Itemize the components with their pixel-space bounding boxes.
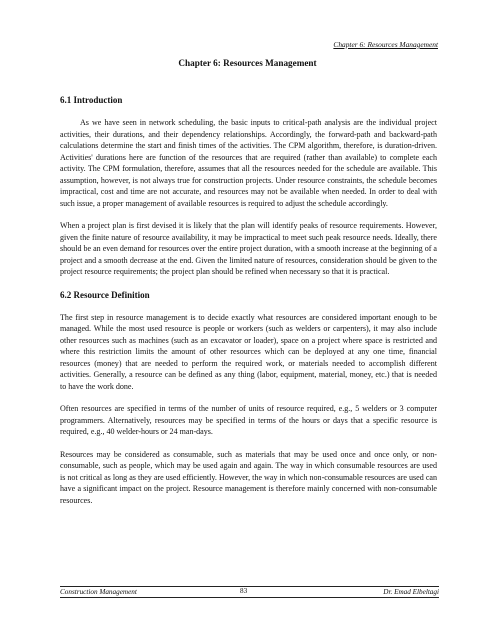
paragraph: Often resources are specified in terms of the number of units of resource required, e.g., 5 welders or 3 computer programmers. Alternatively, resources may be specified in terms of the hours or days that a specific resource is required, e.g., 40 welder-hours or 24 man-days.	[60, 404, 437, 436]
chapter-title: Chapter 6: Resources Management	[178, 58, 317, 68]
paragraph: When a project plan is first devised it is likely that the plan will identify peaks of resource requirements. However, given the finite nature of resource availability, it may be impractical to meet such peak resource needs. Ideally, there should be an even demand for resources over the entire project duration, with a smooth increase at the beginning of a project and a smooth decrease at the end. Given the limited nature of resources, consideration should be given to the project resource requirements; the project plan should be refined when necessary so that it is practical.	[60, 221, 437, 276]
paragraph: Resources may be considered as consumable, such as materials that may be used once and once only, or non-consumable, such as people, which may be used again and again. The way in which consumable resources are used is not critical as long as they are used efficiently. However, the way in which non-consumable resources are used can have a significant impact on the project. Resource management is therefore mainly concerned with non-consumable resources.	[60, 449, 437, 505]
paragraph: As we have seen in network scheduling, the basic inputs to critical-path analysis are the individual project activities, their durations, and their dependency relationships. Accordingly, the forward-path and backward-path calculations determine the start and finish times of the activities. The CPM algorithm, therefore, is duration-driven. Activities' durations here are function of the resources that are required (rather than available) to complete each activity. The CPM formulation, therefore, assumes that all the resources needed for the schedule are available. This assumption, however, is not always true for construction projects. Under resource constraints, the schedule becomes impractical, cost and time are not accurate, and resources may not be available when needed. In order to deal with such issue, a proper management of available resources is required to adjust the schedule accordingly.	[60, 118, 437, 208]
running-header: Chapter 6: Resources Management	[333, 40, 438, 49]
footer-author: Dr. Emad Elbeltagi	[383, 588, 439, 596]
page-footer	[60, 586, 439, 598]
page-body	[60, 94, 437, 506]
footer-course: Construction Management	[60, 588, 137, 596]
paragraph: The first step in resource management is to decide exactly what resources are considered important enough to be managed. While the most used resource is people or workers (such as welders or carpenters), it may also include other resources such as machines (such as an excavator or loader), space on a project where space is restricted and where this restriction limits the amount of other resources which can be deployed at any one time, financial resources (money) that are needed to perform the required work, or materials needed to accomplish different activities. Generally, a resource can be defined as any thing (labor, equipment, material, money, etc.) that is needed to have the work done.	[60, 312, 437, 391]
page-number: 83	[240, 587, 248, 595]
section-heading-resource-definition: 6.2 Resource Definition	[60, 289, 150, 300]
section-heading-introduction: 6.1 Introduction	[60, 95, 123, 105]
